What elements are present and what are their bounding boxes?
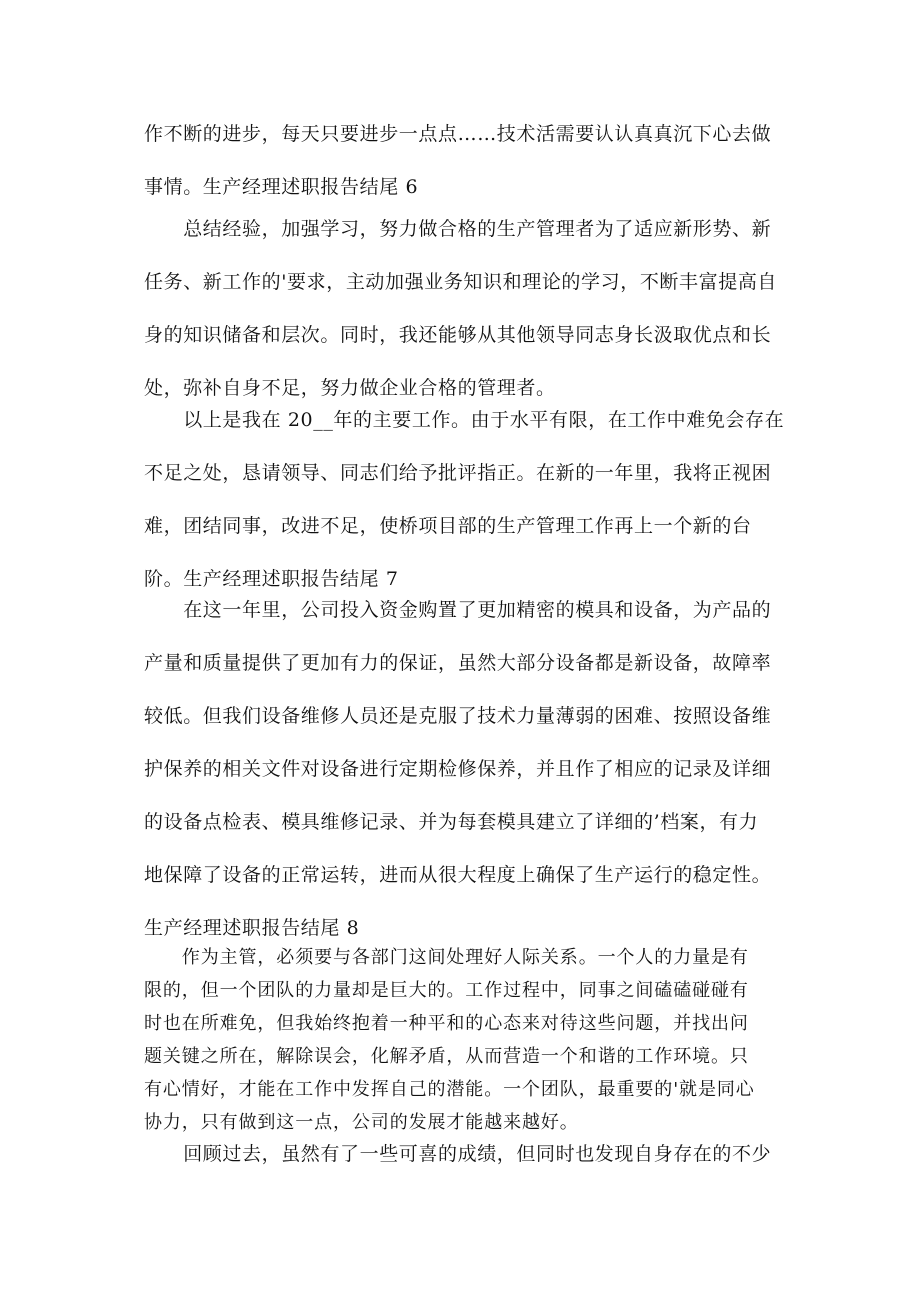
text-line: 作为主管，必须要与各部门这间处理好人际关系。一个人的力量是有	[144, 947, 749, 968]
paragraph-2	[144, 203, 794, 415]
text-line: 身的知识储备和层次。同时，我还能够从其他领导同志身长汲取优点和长	[144, 324, 772, 346]
text-line: 在这一年里，公司投入资金购置了更加精密的模具和设备，为产品的	[144, 599, 772, 621]
text-line: 限的，但一个团队的力量却是巨大的。工作过程中，同事之间磕磕碰碰有	[144, 980, 749, 1001]
text-line: 较低。但我们设备维修人员还是克服了技术力量薄弱的困难、按照设备维	[144, 705, 772, 727]
text-line: 产量和质量提供了更加有力的保证，虽然大部分设备都是新设备，故障率	[144, 652, 772, 674]
text-line: 难，团结同事，改进不足，使桥项目部的生产管理工作再上一个新的台	[144, 515, 752, 537]
text-line: 作不断的进步，每天只要进步一点点……技术活需要认认真真沉下心去做	[144, 123, 772, 145]
text-line: 回顾过去，虽然有了一些可喜的成绩，但同时也发现自身存在的不少	[144, 1143, 772, 1165]
text-line: 时也在所难免，但我始终抱着一种平和的心态来对待这些问题，并找出问	[144, 1013, 749, 1034]
paragraph-1	[144, 108, 794, 214]
text-line: 的设备点检表、模具维修记录、并为每套模具建立了详细的’档案，有力	[144, 811, 759, 833]
paragraph-4	[144, 584, 794, 955]
text-line: 护保养的相关文件对设备进行定期检修保养，并且作了相应的记录及详细	[144, 758, 772, 780]
text-line: 以上是我在 20__年的主要工作。由于水平有限，在工作中难免会存在	[144, 409, 785, 431]
text-line-section-heading: 生产经理述职报告结尾 8	[144, 917, 360, 939]
text-line: 协力，只有做到这一点，公司的发展才能越来越好。	[144, 1112, 579, 1133]
text-line: 处，弥补自身不足，努力做企业合格的管理者。	[144, 377, 556, 399]
text-line: 有心情好，才能在工作中发挥自己的潜能。一个团队，最重要的'就是同心	[144, 1079, 755, 1100]
text-line: 题关键之所在，解除误会，化解矛盾，从而营造一个和谐的工作环境。只	[144, 1046, 749, 1067]
paragraph-6	[144, 1128, 794, 1181]
text-line: 地保障了设备的正常运转，进而从很大程度上确保了生产运行的稳定性。	[144, 864, 772, 886]
text-line: 任务、新工作的'要求，主动加强业务知识和理论的学习，不断丰富提高自	[144, 271, 778, 293]
text-line-section-heading: 阶。生产经理述职报告结尾 7	[144, 568, 399, 590]
text-line: 总结经验，加强学习，努力做合格的生产管理者为了适应新形势、新	[144, 218, 772, 240]
text-line-section-heading: 事情。生产经理述职报告结尾 6	[144, 176, 419, 198]
paragraph-5	[144, 941, 794, 1139]
paragraph-3	[144, 394, 794, 606]
text-line: 不足之处，恳请领导、同志们给予批评指正。在新的一年里，我将正视困	[144, 462, 772, 484]
